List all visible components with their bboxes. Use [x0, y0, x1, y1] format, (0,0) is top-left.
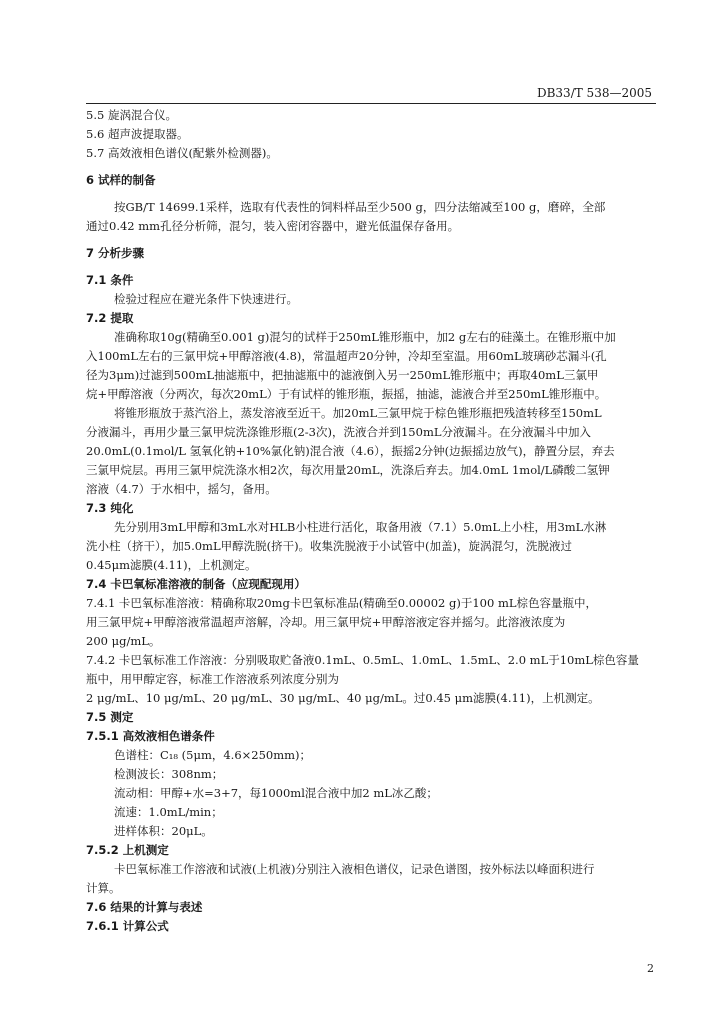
paragraph-line: 7.4.1 卡巴氧标准溶液：精确称取20mg卡巴氧标准品(精确至0.00002 g)于100 mL棕色容量瓶中， — [86, 596, 598, 610]
paragraph-line: 入100mL左右的三氯甲烷+甲醇溶液(4.8)，常温超声20分钟，冷却至室温。用60mL玻璃砂芯漏斗(孔 — [86, 349, 607, 363]
paragraph-line: 烷+甲醇溶液（分两次，每次20mL）于有试样的锥形瓶，振摇，抽滤，滤液合并至250mL锥形瓶中。 — [86, 387, 607, 401]
paragraph-line: 准确称取10g(精确至0.001 g)混匀的试样于250mL锥形瓶中，加2 g左右的硅藻土。在锥形瓶中加 — [114, 330, 616, 344]
paragraph-line: 计算。 — [86, 881, 121, 895]
subsection-heading: 7.3 纯化 — [86, 501, 134, 515]
paragraph-line: 7.4.2 卡巴氧标准工作溶液：分别吸取贮备液0.1mL、0.5mL、1.0mL、1.5mL、2.0 mL于10mL棕色容量 — [86, 653, 639, 667]
paragraph-line: 20.0mL(0.1mol/L 氢氧化钠+10%氯化钠)混合液（4.6），振摇2分钟(边振摇边放气)，静置分层，弃去 — [86, 444, 615, 458]
paragraph-line: 色谱柱：C₁₈ (5μm，4.6×250mm)； — [114, 748, 312, 762]
paragraph-line: 进样体积：20μL。 — [114, 824, 213, 838]
paragraph-line: 用三氯甲烷+甲醇溶液常温超声溶解，冷却。用三氯甲烷+甲醇溶液定容并摇匀。此溶液浓度为 — [86, 615, 566, 629]
paragraph-line: 按GB/T 14699.1采样，选取有代表性的饲料样品至少500 g，四分法缩减至100 g，磨碎，全部 — [114, 200, 606, 214]
subsection-heading: 7.5.2 上机测定 — [86, 843, 169, 857]
paragraph-line: 检测波长：308nm； — [114, 767, 224, 781]
paragraph-line: 洗小柱（挤干），加5.0mL甲醇洗脱(挤干)。收集洗脱液于小试管中(加盖)，旋涡混匀，洗脱液过 — [86, 539, 573, 553]
section-heading: 7 分析步骤 — [86, 246, 145, 260]
subsection-heading: 7.5 测定 — [86, 710, 134, 724]
paragraph-line: 流速：1.0mL/min； — [114, 805, 223, 819]
paragraph-line: 径为3μm)过滤到500mL抽滤瓶中，把抽滤瓶中的滤液倒入另一250mL锥形瓶中；再取40mL三氯甲 — [86, 368, 599, 382]
section-heading: 6 试样的制备 — [86, 173, 156, 187]
paragraph-line: 2 μg/mL、10 μg/mL、20 μg/mL、30 μg/mL、40 μg/mL。过0.45 μm滤膜(4.11)，上机测定。 — [86, 691, 600, 705]
subsection-heading: 7.5.1 高效液相色谱条件 — [86, 729, 215, 743]
paragraph-line: 分液漏斗，再用少量三氯甲烷洗涤锥形瓶(2-3次)，洗液合并到150mL分液漏斗。在分液漏斗中加入 — [86, 425, 591, 439]
paragraph-line: 将锥形瓶放于蒸汽浴上，蒸发溶液至近干。加20mL三氯甲烷于棕色锥形瓶把残渣转移至150mL — [114, 406, 602, 420]
paragraph-line: 先分别用3mL甲醇和3mL水对HLB小柱进行活化，取备用液（7.1）5.0mL上小柱，用3mL水淋 — [114, 520, 607, 534]
paragraph-line: 三氯甲烷层。再用三氯甲烷洗涤水相2次，每次用量20mL，洗涤后弃去。加4.0mL 1mol/L磷酸二氢钾 — [86, 463, 610, 477]
paragraph-line: 0.45μm滤膜(4.11)，上机测定。 — [86, 558, 257, 572]
paragraph-line: 检验过程应在避光条件下快速进行。 — [114, 292, 298, 306]
list-item: 5.6 超声波提取器。 — [86, 127, 189, 141]
subsection-heading: 7.6.1 计算公式 — [86, 919, 169, 933]
paragraph-line: 通过0.42 mm孔径分析筛，混匀，装入密闭容器中，避光低温保存备用。 — [86, 219, 460, 233]
subsection-heading: 7.1 条件 — [86, 273, 134, 287]
paragraph-line: 流动相：甲醇+水=3+7，每1000ml混合液中加2 mL冰乙酸； — [114, 786, 438, 800]
list-item: 5.5 旋涡混合仪。 — [86, 108, 177, 122]
subsection-heading: 7.6 结果的计算与表述 — [86, 900, 203, 914]
list-item: 5.7 高效液相色谱仪(配紫外检测器)。 — [86, 146, 278, 160]
document-id: DB33/T 538—2005 — [536, 86, 652, 100]
subsection-heading: 7.2 提取 — [86, 311, 134, 325]
page-number: 2 — [647, 962, 654, 975]
document-body — [86, 106, 658, 936]
paragraph-line: 溶液（4.7）于水相中，摇匀，备用。 — [86, 482, 277, 496]
paragraph-line: 瓶中，用甲醇定容，标准工作溶液系列浓度分别为 — [86, 672, 339, 686]
paragraph-line: 200 μg/mL。 — [86, 634, 161, 648]
subsection-heading: 7.4 卡巴氧标准溶液的制备（应现配现用） — [86, 577, 306, 591]
paragraph-line: 卡巴氧标准工作溶液和试液(上机液)分别注入液相色谱仪，记录色谱图，按外标法以峰面积进行 — [114, 862, 595, 876]
header-rule — [86, 103, 656, 104]
